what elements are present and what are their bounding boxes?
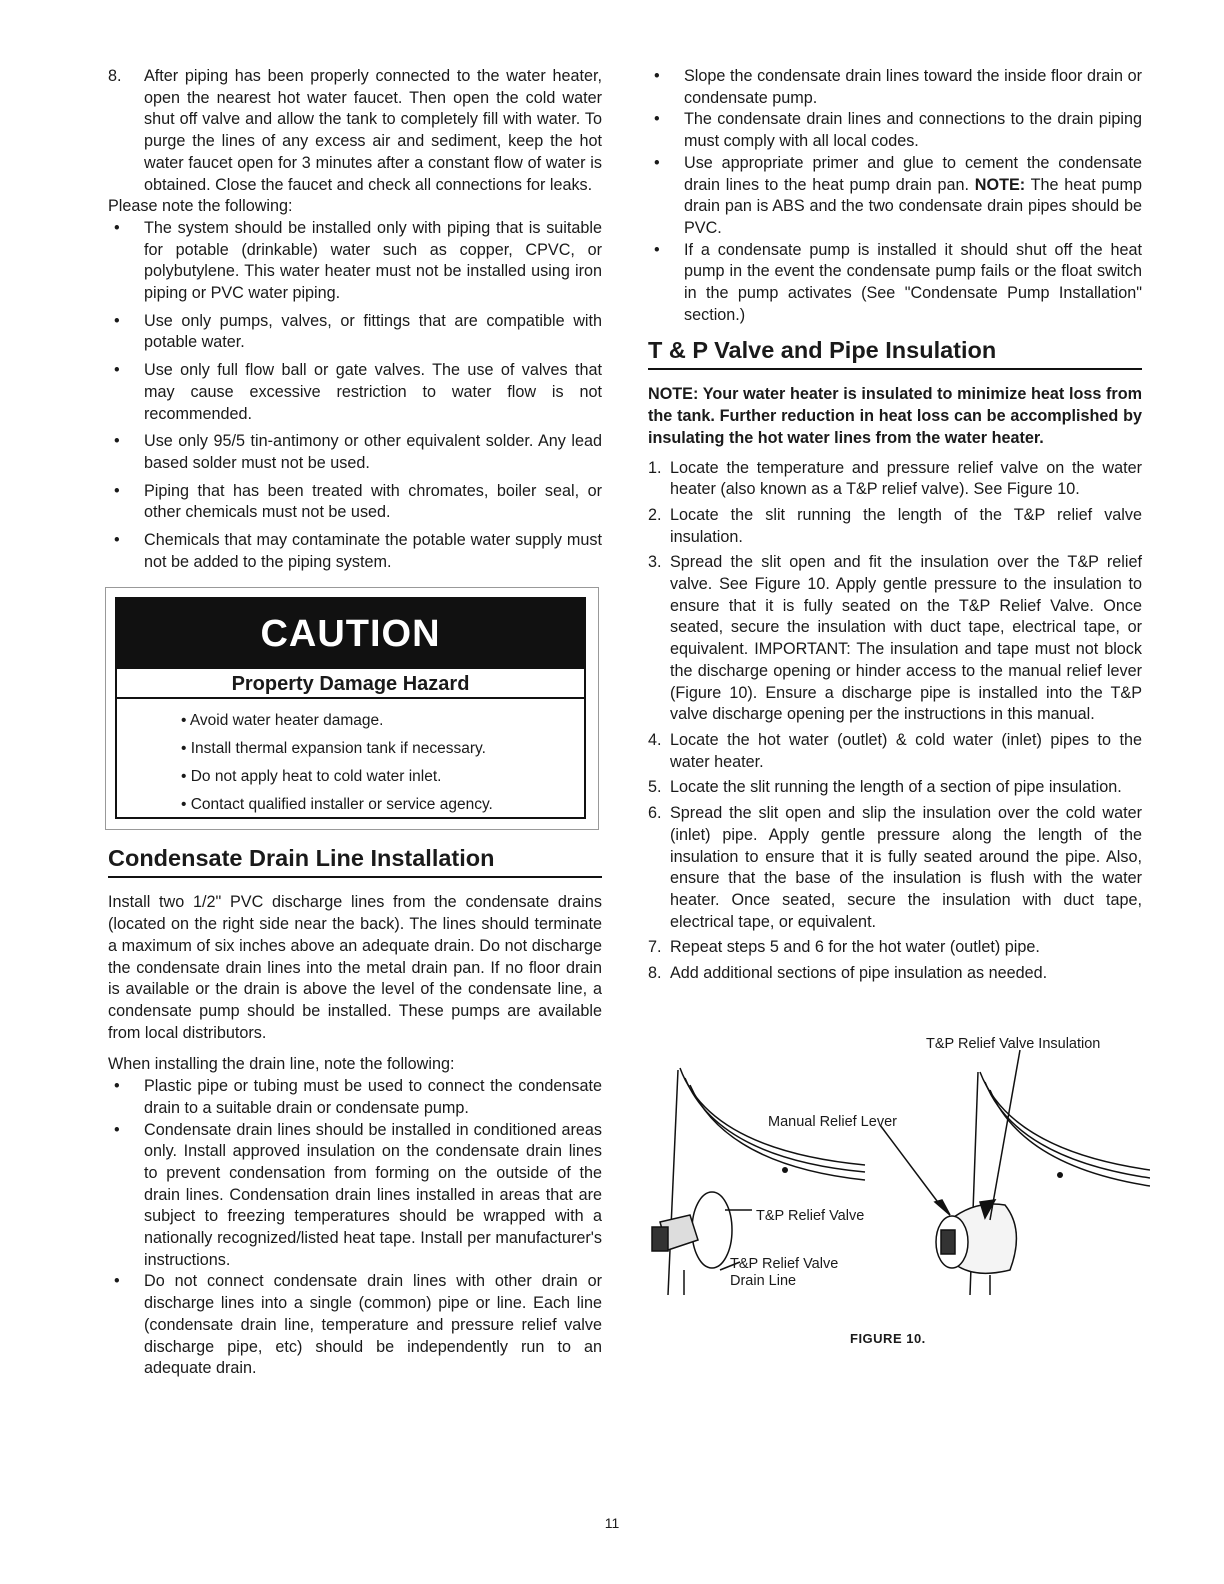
tp-note: NOTE: Your water heater is insulated to minimize heat loss from the tank. Further reduction in heat loss can be accomplished by insulating the hot water lines from the water heater. xyxy=(648,385,1142,447)
label-drain-line-2: Drain Line xyxy=(730,1273,797,1289)
condensate-paragraph: Install two 1/2" PVC discharge lines from the condensate drains (located on the right side near the back). The lines should terminate a maximum of six inches above an adequate drain. Do not discharge the condensate drain lines into the metal drain pan. If no floor drain is available or the drain is above the level of the condensate line, a condensate pump should be installed. These pumps are available from local distributors. xyxy=(108,893,602,1042)
drain-bullet-list xyxy=(108,1076,602,1380)
caution-item: • Avoid water heater damage. xyxy=(181,712,384,730)
list-item: • Use only full flow ball or gate valves. The use of valves that may cause excessive restriction to water flow is not recommended. xyxy=(114,361,602,423)
step-item: 7. Repeat steps 5 and 6 for the hot water (outlet) pipe. xyxy=(648,938,1040,957)
label-insulation: T&P Relief Valve Insulation xyxy=(926,1036,1101,1052)
caution-list xyxy=(117,699,584,819)
list-item: • Use only 95/5 tin-antimony or other equivalent solder. Any lead based solder must not be used. xyxy=(114,432,602,472)
step-item: 3. Spread the slit open and fit the insulation over the T&P relief valve. See Figure 10. Apply gentle pressure to the insulation to ensure that it is fully seated on the T&P Relief Valve. Once seated, secure the insulation with duct tape, electrical tape, or equivalent. IMPORTANT: The insulation and tape must not block the discharge opening or hinder access to the manual relief lever (Figure 10). Ensure a discharge pipe is installed into the T&P valve discharge opening per the instructions in this manual. xyxy=(648,553,1142,724)
step-8-number: 8. xyxy=(108,67,122,85)
step-item: 4. Locate the hot water (outlet) & cold water (inlet) pipes to the water heater. xyxy=(648,730,1142,771)
caution-title: CAUTION xyxy=(117,599,584,669)
label-tp-relief-valve: T&P Relief Valve xyxy=(756,1208,865,1224)
tp-steps xyxy=(648,458,1142,985)
when-installing: When installing the drain line, note the following: xyxy=(108,1055,455,1074)
step-item: 1. Locate the temperature and pressure relief valve on the water heater (also known as a T&P relief valve). See Figure 10. xyxy=(648,458,1142,499)
caution-item: • Install thermal expansion tank if necessary. xyxy=(181,740,486,758)
list-item: • The system should be installed only with piping that is suitable for potable (drinkable) water such as copper, CPVC, or polybutylene. This water heater must not be installed using iron piping or PVC water piping. xyxy=(114,218,602,303)
please-note: Please note the following: xyxy=(108,197,293,216)
caution-item: • Contact qualified installer or service agency. xyxy=(181,796,493,814)
list-item: • Use only pumps, valves, or fittings that are compatible with potable water. xyxy=(114,311,602,352)
label-manual-relief-lever: Manual Relief Lever xyxy=(768,1114,897,1130)
figure-10-drawing xyxy=(650,1030,1150,1350)
step-item: 8. Add additional sections of pipe insulation as needed. xyxy=(648,964,1048,983)
step-8-text: After piping has been properly connected to the water heater, open the nearest hot water faucet. Then open the cold water shut off valve and allow the tank to completely fill with water. To purge the lines of any excess air and sediment, keep the hot water faucet open for 3 minutes after a constant flow of water is obtained. Close the faucet and check all connections for leaks. xyxy=(144,67,602,194)
step-item: 5. Locate the slit running the length of a section of pipe insulation. xyxy=(648,778,1122,797)
step-8 xyxy=(108,66,602,196)
figure-caption: FIGURE 10. xyxy=(850,1331,926,1346)
note-label: NOTE: xyxy=(974,175,1026,194)
caution-item: • Do not apply heat to cold water inlet. xyxy=(181,768,442,786)
list-item: • Piping that has been treated with chromates, boiler seal, or other chemicals must not be used. xyxy=(114,481,602,522)
list-item: • Do not connect condensate drain lines with other drain or discharge lines into a single (common) pipe or line. Each line (condensate drain line, temperature and pressure relief valve discharge pipe, etc) should be independently run to an adequate drain. xyxy=(114,1272,602,1378)
list-item: • Use appropriate primer and glue to cement the condensate drain lines to the heat pump drain pan. NOTE: The heat pump drain pan is ABS and the two condensate drain pipes should be PVC. xyxy=(654,153,1142,237)
right-column xyxy=(648,66,1142,985)
list-item: • If a condensate pump is installed it should shut off the heat pump in the event the condensate pump fails or the float switch in the pump activates (See "Condensate Pump Installation" section.) xyxy=(654,240,1142,324)
list-item: • Slope the condensate drain lines toward the inside floor drain or condensate pump. xyxy=(654,67,1142,107)
tp-heading: T & P Valve and Pipe Insulation xyxy=(648,336,1142,370)
condensate-heading: Condensate Drain Line Installation xyxy=(108,844,602,878)
list-item: • Plastic pipe or tubing must be used to connect the condensate drain to a suitable drain or condensate pump. xyxy=(114,1077,602,1117)
page-number: 11 xyxy=(604,1515,620,1531)
list-item: • Condensate drain lines should be installed in conditioned areas only. Install approved insulation on the condensate drain lines to prevent condensation from forming on the outside of the drain lines. Condensation drain lines installed in areas that are subject to freezing temperatures should be wrapped with a nationally recognized/listed heat tape. Install per manufacturer's instructions. xyxy=(114,1120,602,1269)
condensate-bullet-list xyxy=(648,66,1142,326)
list-item: • Chemicals that may contaminate the potable water supply must not be added to the piping system. xyxy=(114,531,602,571)
label-drain-line-1: T&P Relief Valve xyxy=(730,1256,839,1272)
step-item: 6. Spread the slit open and slip the insulation over the cold water (inlet) pipe. Apply gentle pressure along the length of the insulation to ensure that it is fully seated around the pipe. Also, ensure that the base of the insulation is flush with the water heater. Once seated, secure the insulation with duct tape, electrical tape, or equivalent. xyxy=(648,804,1142,931)
piping-bullet-list xyxy=(108,218,602,574)
list-item: • The condensate drain lines and connections to the drain piping must comply with all local codes. xyxy=(654,110,1142,151)
caution-subtitle: Property Damage Hazard xyxy=(117,669,584,699)
caution-box xyxy=(105,587,599,830)
step-item: 2. Locate the slit running the length of the T&P relief valve insulation. xyxy=(648,505,1142,546)
left-column xyxy=(108,66,602,1380)
figure-10 xyxy=(650,1030,1150,1350)
